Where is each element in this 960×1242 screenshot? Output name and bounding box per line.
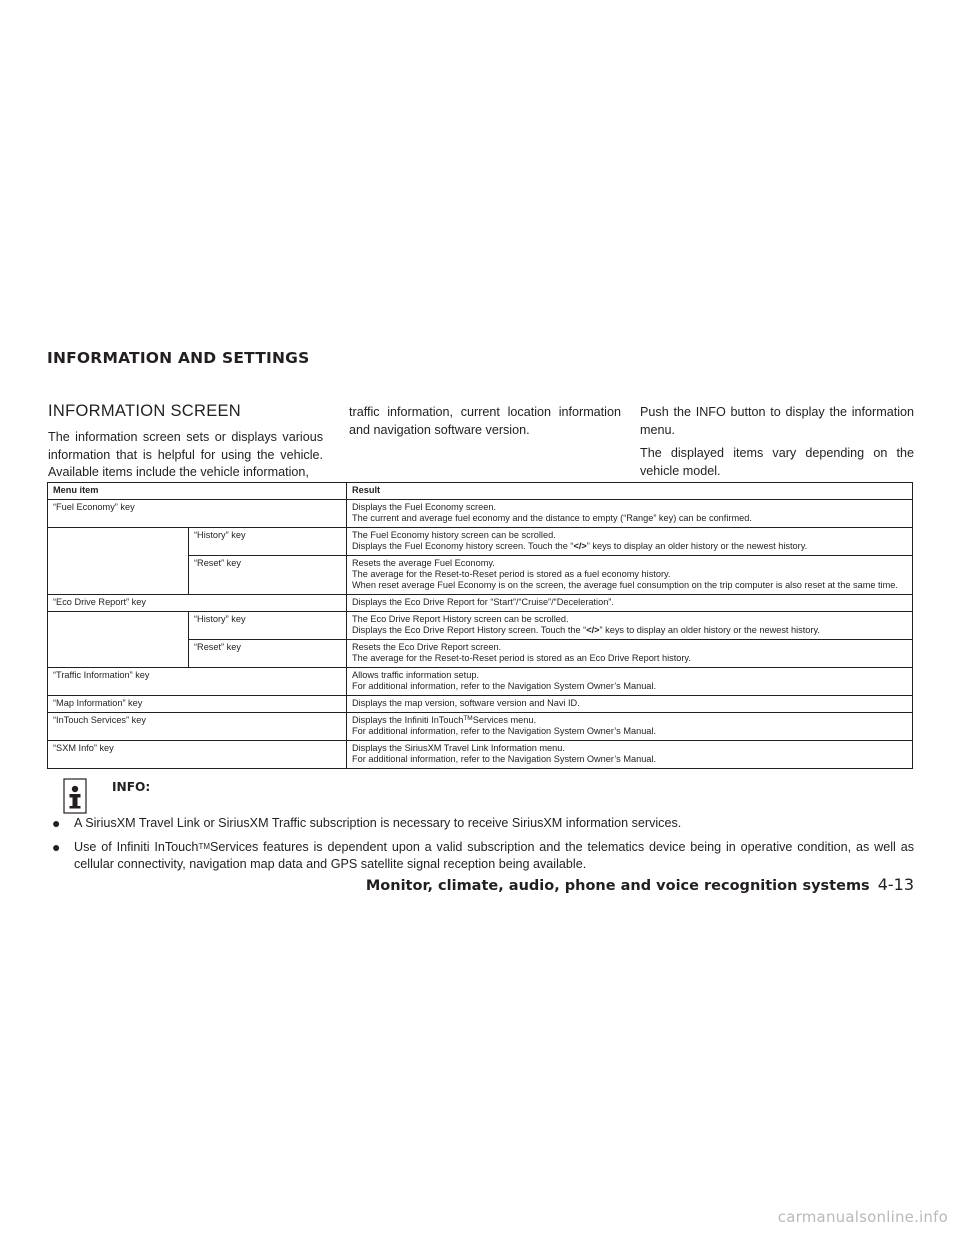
intro-paragraph-4: The displayed items vary depending on the vehicle model. xyxy=(640,446,914,478)
page-number: 4-13 xyxy=(877,875,914,894)
scroll-keys-label: </> xyxy=(586,625,600,635)
info-person-icon xyxy=(63,778,87,814)
result-cell xyxy=(347,668,913,696)
bullet-text: Services features is dependent upon a valid subscription and the telematics device being in operative condition, as well as cellular connectivity, navigation map data and GPS satellite signal reception being available. xyxy=(74,839,914,871)
intro-column-1 xyxy=(48,400,323,482)
intro-paragraph-1: The information screen sets or displays various information that is helpful for using the vehicle. Available items include the vehicle information, xyxy=(48,430,323,479)
result-text: Displays the Infiniti InTouch xyxy=(352,715,464,725)
menu-item-intouch-services: “InTouch Services” key xyxy=(48,713,347,741)
result-line: Displays the map version, software version and Navi ID. xyxy=(352,698,580,708)
indent-cell xyxy=(48,556,189,595)
menu-item-fuel-history: “History” key xyxy=(189,528,347,556)
page-footer xyxy=(366,875,914,894)
section-header: INFORMATION AND SETTINGS xyxy=(47,349,310,367)
result-line: The average for the Reset-to-Reset period is stored as a fuel economy history. xyxy=(352,569,671,579)
result-line xyxy=(352,625,907,636)
result-line: Resets the Eco Drive Report screen. xyxy=(352,642,502,652)
watermark: carmanualsonline.info xyxy=(777,1208,948,1226)
menu-item-eco-reset: “Reset” key xyxy=(189,640,347,668)
trademark-mark: TM xyxy=(198,841,211,851)
result-text: Displays the Fuel Economy history screen. Touch the “ xyxy=(352,541,574,551)
result-text: ” keys to display an older history or the newest history. xyxy=(586,541,808,551)
table-row xyxy=(48,556,913,595)
result-cell xyxy=(347,696,913,713)
indent-cell xyxy=(48,640,189,668)
result-text: ” keys to display an older history or the newest history. xyxy=(599,625,820,635)
result-line: Displays the SiriusXM Travel Link Information menu. xyxy=(352,743,565,753)
intro-column-2 xyxy=(349,404,621,439)
menu-item-sxm-info: “SXM Info” key xyxy=(48,741,347,769)
table-row xyxy=(48,528,913,556)
indent-cell xyxy=(48,612,189,640)
result-line: When reset average Fuel Economy is on the screen, the average fuel consumption on the trip computer is also reset at the same time. xyxy=(352,580,898,590)
intro-column-3 xyxy=(640,404,914,480)
menu-item-eco-history: “History” key xyxy=(189,612,347,640)
table-row xyxy=(48,741,913,769)
info-title: INFO: xyxy=(112,780,151,794)
table-row xyxy=(48,500,913,528)
table-row xyxy=(48,640,913,668)
result-line: For additional information, refer to the Navigation System Owner’s Manual. xyxy=(352,726,657,736)
menu-item-eco-drive-report: “Eco Drive Report” key xyxy=(48,595,347,612)
bullet-icon: ● xyxy=(52,838,61,855)
bullet-text: Use of Infiniti InTouch xyxy=(74,839,199,854)
intro-paragraph-3: Push the INFO button to display the information menu. xyxy=(640,405,914,437)
table-row xyxy=(48,696,913,713)
result-text: Services menu. xyxy=(472,715,537,725)
result-line: For additional information, refer to the Navigation System Owner’s Manual. xyxy=(352,681,657,691)
menu-item-traffic-information: “Traffic Information” key xyxy=(48,668,347,696)
result-text: Displays the Eco Drive Report History screen. Touch the “ xyxy=(352,625,587,635)
list-item xyxy=(48,815,914,833)
table-row xyxy=(48,713,913,741)
result-line xyxy=(352,715,907,726)
result-line: Displays the Fuel Economy screen. xyxy=(352,502,496,512)
bullet-text: A SiriusXM Travel Link or SiriusXM Traffic subscription is necessary to receive SiriusXM information services. xyxy=(74,816,682,830)
indent-cell xyxy=(48,528,189,556)
result-line: Resets the average Fuel Economy. xyxy=(352,558,495,568)
result-cell xyxy=(347,640,913,668)
bullet-icon: ● xyxy=(52,815,61,831)
menu-item-fuel-reset: “Reset” key xyxy=(189,556,347,595)
result-cell xyxy=(347,612,913,640)
intro-paragraph-2: traffic information, current location information and navigation software version. xyxy=(349,405,621,437)
result-cell xyxy=(347,713,913,741)
result-line: The Eco Drive Report History screen can be scrolled. xyxy=(352,614,569,624)
table-row xyxy=(48,612,913,640)
menu-item-map-information: “Map Information” key xyxy=(48,696,347,713)
info-bullet-list xyxy=(48,815,914,880)
table-header-row xyxy=(48,483,913,500)
scroll-keys-label: </> xyxy=(573,541,587,551)
result-line xyxy=(352,541,907,552)
table-row xyxy=(48,595,913,612)
trademark-mark: TM xyxy=(463,715,473,722)
result-cell xyxy=(347,500,913,528)
chapter-title: Monitor, climate, audio, phone and voice recognition systems xyxy=(365,878,870,894)
result-line: The current and average fuel economy and the distance to empty (“Range” key) can be confirmed. xyxy=(352,513,752,523)
result-line: Allows traffic information setup. xyxy=(352,670,479,680)
result-cell xyxy=(347,595,913,612)
table-row xyxy=(48,668,913,696)
menu-table xyxy=(47,482,913,769)
column-header-result: Result xyxy=(347,483,913,500)
result-line: The average for the Reset-to-Reset period is stored as an Eco Drive Report history. xyxy=(352,653,691,663)
result-cell xyxy=(347,741,913,769)
result-cell xyxy=(347,528,913,556)
result-cell xyxy=(347,556,913,595)
result-line: For additional information, refer to the Navigation System Owner’s Manual. xyxy=(352,754,657,764)
list-item xyxy=(48,839,914,874)
menu-item-fuel-economy: “Fuel Economy” key xyxy=(48,500,347,528)
result-line: Displays the Eco Drive Report for “Start”/“Cruise”/“Deceleration”. xyxy=(352,597,614,607)
page-title: INFORMATION SCREEN xyxy=(48,402,242,420)
column-header-menu-item: Menu item xyxy=(48,483,347,500)
result-line: The Fuel Economy history screen can be scrolled. xyxy=(352,530,556,540)
